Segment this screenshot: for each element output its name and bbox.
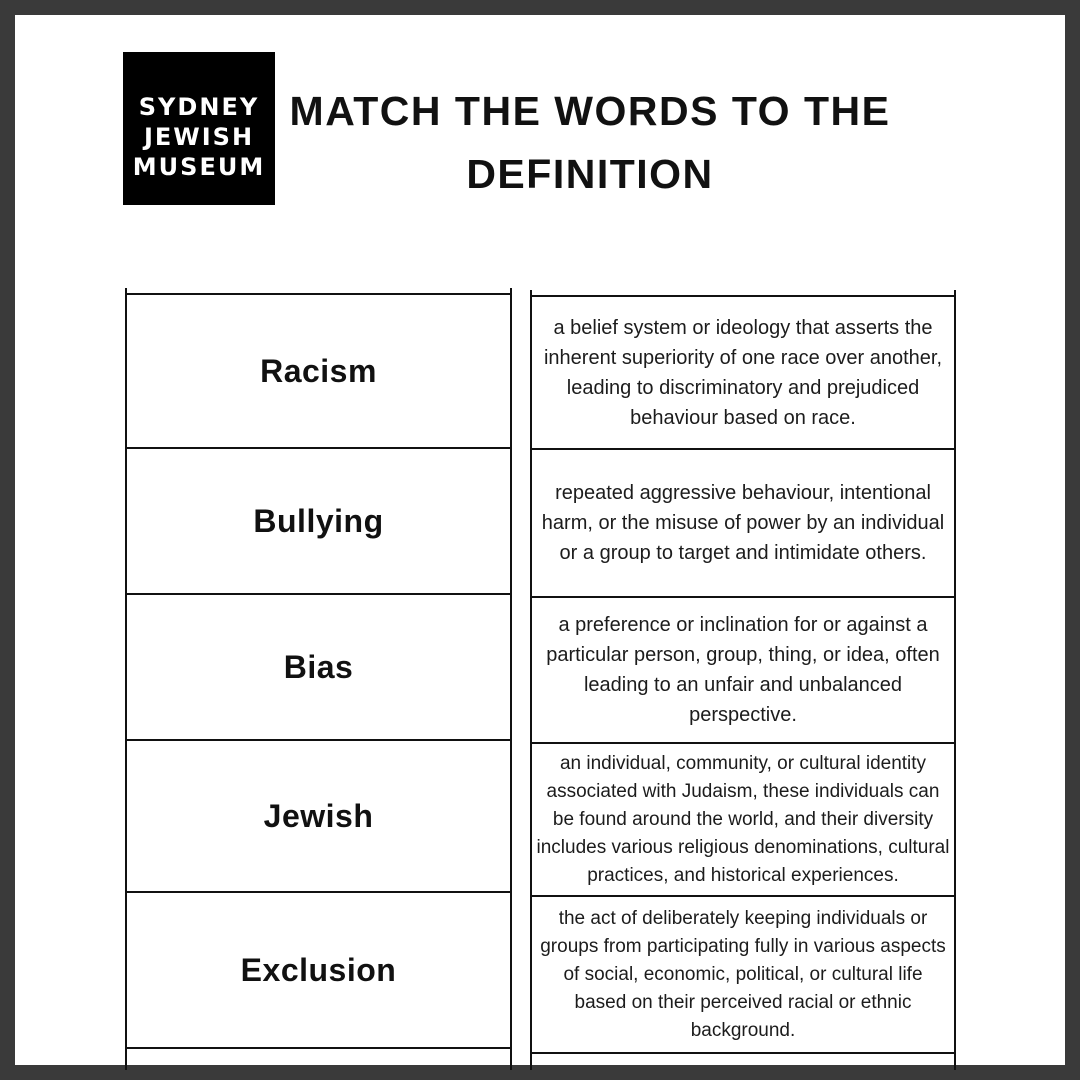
word-label: Racism [260, 352, 377, 389]
logo-line: JEWISH [143, 122, 255, 151]
definition-cell-3 [530, 596, 956, 744]
definition-cell-1 [530, 295, 956, 450]
word-cell-jewish [125, 739, 512, 893]
page-title-line: MATCH THE WORDS TO THE [289, 88, 891, 134]
page-title-line: DEFINITION [466, 151, 714, 197]
word-cell-bias [125, 593, 512, 741]
word-cell-bullying [125, 447, 512, 595]
words-column [125, 293, 512, 1080]
definition-cell-4 [530, 742, 956, 897]
word-cell-cropped [125, 1047, 512, 1070]
word-label: Jewish [263, 797, 374, 834]
word-label: Exclusion [240, 951, 397, 988]
definition-cell-2 [530, 448, 956, 598]
word-label: Bias [283, 648, 354, 685]
definition-text: repeated aggressive behaviour, intentional harm, or the misuse of power by an individual or a group to target and intimidate others. [541, 482, 945, 564]
definitions-column [530, 295, 956, 1080]
logo-line: MUSEUM [132, 152, 266, 181]
definition-cell-5 [530, 895, 956, 1054]
definition-text: an individual, community, or cultural identity associated with Judaism, these individuals can be found around the world, and their diversity includes various religious denominations, cultural practices, and historical experiences. [536, 752, 950, 886]
logo-line: SYDNEY [138, 92, 260, 121]
definition-cell-cropped [530, 1052, 956, 1070]
word-cell-racism [125, 293, 512, 449]
definition-text: a preference or inclination for or against a particular person, group, thing, or idea, often leading to an unfair and unbalanced perspective. [546, 614, 940, 726]
definition-text: a belief system or ideology that asserts the inherent superiority of one race over another, leading to discriminatory and prejudiced behaviour based on race. [543, 316, 943, 429]
word-cell-exclusion [125, 891, 512, 1049]
definition-text: the act of deliberately keeping individuals or groups from participating fully in various aspects of social, economic, political, or cultural life based on their perceived racial or ethnic background. [540, 907, 946, 1041]
word-label: Bullying [253, 502, 384, 539]
